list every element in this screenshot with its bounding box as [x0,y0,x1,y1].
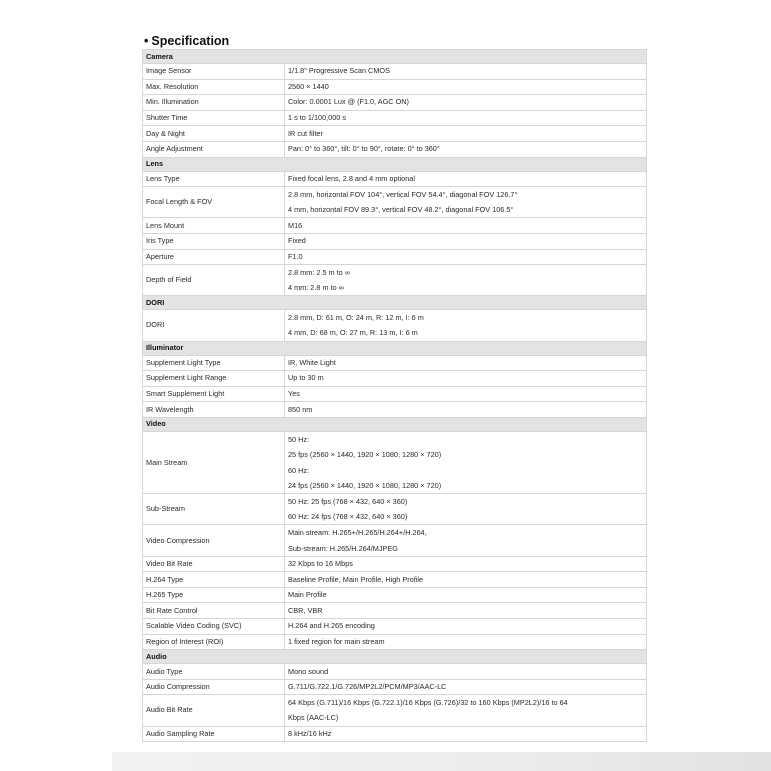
spec-value-line: Kbps (AAC-LC) [288,713,339,723]
spec-label: Shutter Time [143,110,285,126]
table-row [143,525,647,556]
table-row [143,310,647,341]
page-title-text: Specification [151,34,230,48]
spec-label: Lens Type [143,171,285,187]
table-row [143,64,647,80]
spec-label: Focal Length & FOV [143,187,285,218]
table-row [143,371,647,387]
spec-label: Scalable Video Coding (SVC) [143,619,285,635]
spec-label: Angle Adjustment [143,141,285,157]
spec-value-line: 24 fps (2560 × 1440, 1920 × 1080, 1280 × 720) [288,480,442,490]
table-row [143,171,647,187]
spec-value: 32 Kbps to 16 Mbps [285,556,647,572]
spec-value: Mono sound [285,664,647,680]
spec-value-line: 64 Kbps (G.711)/16 Kbps (G.722.1)/16 Kbps (G.726)/32 to 160 Kbps (MP2L2)/16 to 64 [288,698,568,708]
table-row [143,187,647,218]
spec-value: Fixed [285,233,647,249]
spec-value-line: Main stream: H.265+/H.265/H.264+/H.264, [288,528,427,538]
table-row [143,664,647,680]
spec-value-line: 2.8 mm, D: 61 m, O: 24 m, R: 12 m, I: 6 m [288,313,424,323]
spec-label: Min. Illumination [143,95,285,111]
spec-value [285,695,647,726]
spec-value: Color: 0.0001 Lux @ (F1.0, AGC ON) [285,95,647,111]
table-row [143,572,647,588]
spec-value: CBR, VBR [285,603,647,619]
spec-label: Image Sensor [143,64,285,80]
spec-value: 850 nm [285,402,647,418]
spec-value-line: 50 Hz: [288,435,310,445]
table-row [143,249,647,265]
section-header-row [143,157,647,171]
spec-value [285,525,647,556]
spec-table-body [143,50,647,742]
spec-value: 2560 × 1440 [285,79,647,95]
spec-value-line: 50 Hz: 25 fps (768 × 432, 640 × 360) [288,497,408,507]
spec-label: Aperture [143,249,285,265]
spec-label: Max. Resolution [143,79,285,95]
spec-label: Audio Compression [143,679,285,695]
spec-value-line: 4 mm, D: 68 m, O: 27 m, R: 13 m, I: 6 m [288,328,418,338]
spec-label: H.264 Type [143,572,285,588]
spec-value: 1 s to 1/100,000 s [285,110,647,126]
table-row [143,634,647,650]
spec-label: Day & Night [143,126,285,142]
table-row [143,431,647,493]
section-header: Video [143,417,647,431]
spec-value: Fixed focal lens, 2.8 and 4 mm optional [285,171,647,187]
section-header-row [143,417,647,431]
spec-label: Audio Bit Rate [143,695,285,726]
table-row [143,556,647,572]
spec-label: Supplement Light Range [143,371,285,387]
spec-value: 1 fixed region for main stream [285,634,647,650]
spec-value: Up to 30 m [285,371,647,387]
spec-table [142,49,647,742]
spec-value: 1/1.8" Progressive Scan CMOS [285,64,647,80]
spec-label: Video Bit Rate [143,556,285,572]
table-row [143,79,647,95]
spec-value [285,265,647,296]
table-row [143,95,647,111]
spec-value-line: 60 Hz: 24 fps (768 × 432, 640 × 360) [288,512,408,522]
table-row [143,265,647,296]
section-header: Camera [143,50,647,64]
table-row [143,587,647,603]
spec-label: Lens Mount [143,218,285,234]
spec-value: H.264 and H.265 encoding [285,619,647,635]
spec-value-line: 25 fps (2560 × 1440, 1920 × 1080, 1280 × 720) [288,450,442,460]
spec-value: IR, White Light [285,355,647,371]
spec-label: Region of Interest (ROI) [143,634,285,650]
section-header: DORI [143,296,647,310]
spec-label: Sub-Stream [143,494,285,525]
spec-value: F1.0 [285,249,647,265]
section-header-row [143,50,647,64]
table-row [143,218,647,234]
page-footer-shade [112,752,771,771]
table-row [143,494,647,525]
spec-value: Yes [285,386,647,402]
spec-value: G.711/G.722.1/G.726/MP2L2/PCM/MP3/AAC-LC [285,679,647,695]
spec-value: M16 [285,218,647,234]
spec-value: 8 kHz/16 kHz [285,726,647,742]
spec-label: Smart Supplement Light [143,386,285,402]
bullet-icon: • [144,34,149,48]
table-row [143,726,647,742]
spec-label: Supplement Light Type [143,355,285,371]
spec-label: Bit Rate Control [143,603,285,619]
spec-value: Pan: 0° to 360°, tilt: 0° to 90°, rotate: 0° to 360° [285,141,647,157]
section-header-row [143,341,647,355]
spec-label: H.265 Type [143,587,285,603]
spec-value-line: 2.8 mm: 2.5 m to ∞ [288,268,350,278]
section-header: Audio [143,650,647,664]
table-row [143,402,647,418]
spec-label: Audio Sampling Rate [143,726,285,742]
spec-value [285,494,647,525]
spec-label: DORI [143,310,285,341]
spec-value-line: 2.8 mm, horizontal FOV 104°, vertical FOV 54.4°, diagonal FOV 126.7° [288,190,518,200]
spec-value [285,310,647,341]
spec-value: Main Profile [285,587,647,603]
table-row [143,679,647,695]
table-row [143,695,647,726]
table-row [143,603,647,619]
spec-label: Video Compression [143,525,285,556]
table-row [143,386,647,402]
spec-value-line: Sub-stream: H.265/H.264/MJPEG [288,543,398,553]
section-header: Illuminator [143,341,647,355]
spec-value: Baseline Profile, Main Profile, High Profile [285,572,647,588]
table-row [143,355,647,371]
spec-value [285,431,647,493]
table-row [143,141,647,157]
spec-label: Iris Type [143,233,285,249]
table-row [143,233,647,249]
spec-label: Depth of Field [143,265,285,296]
spec-value [285,187,647,218]
spec-value: IR cut filter [285,126,647,142]
spec-value-line: 60 Hz: [288,465,310,475]
section-header: Lens [143,157,647,171]
spec-value-line: 4 mm: 2.8 m to ∞ [288,283,344,293]
page-title [144,32,229,50]
spec-label: IR Wavelength [143,402,285,418]
section-header-row [143,650,647,664]
section-header-row [143,296,647,310]
table-row [143,126,647,142]
spec-label: Audio Type [143,664,285,680]
spec-label: Main Stream [143,431,285,493]
spec-value-line: 4 mm, horizontal FOV 89.3°, vertical FOV 48.2°, diagonal FOV 106.5° [288,205,514,215]
table-row [143,619,647,635]
table-row [143,110,647,126]
